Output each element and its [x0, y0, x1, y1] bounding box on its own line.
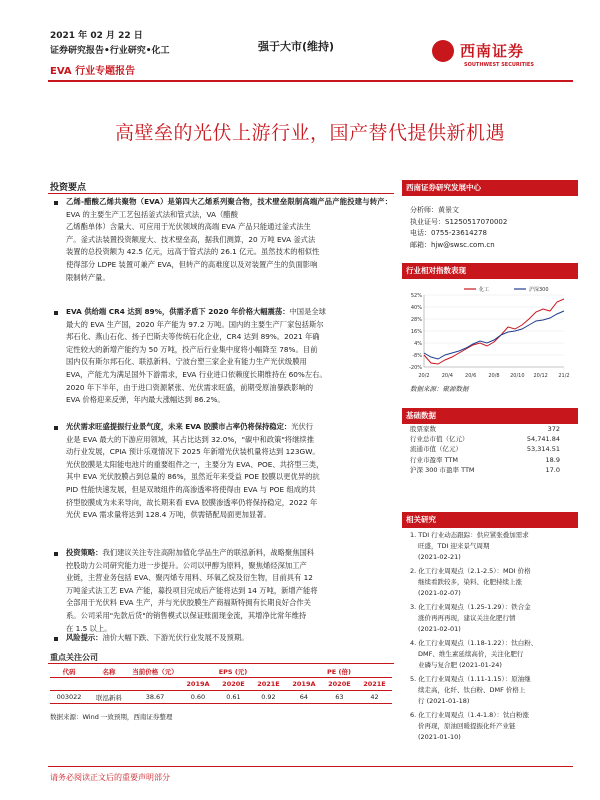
- paragraph-line: EVA，产能尤为满足国外下游需求，EVA 行业进口依赖度长期维持在 60%左右。: [66, 369, 327, 379]
- table-row: [410, 444, 560, 454]
- paragraph-line: 万吨釜式法工艺 EVA 产能，募投项目完成后产能将达到 14 万吨，新增产能将: [66, 585, 318, 595]
- summary-paragraph: [66, 196, 392, 284]
- paragraph-line: 光伏胶膜是太阳能电池片的重要组件之一，主要分为 EVA、POE、共挤型三类，: [66, 459, 324, 469]
- related-line: 5. 化工行业周观点（1.11-1.15）：原油继: [410, 675, 531, 683]
- analyst-email: 邮箱：hjw@swsc.com.cn: [410, 240, 495, 249]
- x-tick-label: 20/12: [533, 373, 548, 379]
- related-line: (2021-01-10): [418, 733, 461, 741]
- table-cell: 流通市值（亿元）: [410, 445, 462, 454]
- bullet-icon: [54, 552, 58, 556]
- paragraph-line: 邦石化、燕山石化、扬子巴斯夫等传统石化企业，CR4 达到 89%。2021 年确: [66, 332, 320, 342]
- analyst-license: 执业证号：S1250517070002: [410, 217, 508, 226]
- table-header-cell: PE (倍): [286, 665, 392, 678]
- paragraph-line: 动行业发展，CPIA 预计乐观情况下 2025 年新增光伏装机量将达到 123GW。: [66, 447, 320, 457]
- table-cell: 0.60: [180, 691, 216, 704]
- y-tick-label: -8%: [412, 353, 422, 359]
- related-line: 涨价再再再现，建议关注化肥行情: [418, 614, 516, 622]
- paragraph-line: 全部用于光伏料 EVA 生产，并与光伏胶膜生产商福斯特拥有长期良好合作关: [66, 598, 311, 608]
- table-header-row: [50, 665, 392, 678]
- summary-label: 投资要点: [50, 183, 87, 193]
- series-line-0: [424, 299, 564, 364]
- bullet-icon: [54, 637, 58, 641]
- stock-table: [50, 665, 392, 704]
- analyst-name: 分析师：黄景文: [410, 206, 459, 214]
- paragraph-line: 光伏行: [291, 422, 314, 431]
- series-line-1: [424, 311, 564, 359]
- rating: 强于大市(维持): [258, 40, 335, 53]
- footer-disclaimer: 请务必阅读正文后的重要声明部分: [50, 773, 170, 782]
- paragraph-lead: 风险提示：: [66, 633, 103, 642]
- basic-data-table: [410, 424, 560, 475]
- relative-index-chart: [402, 283, 572, 381]
- table-header-cell: 2020E: [216, 678, 251, 691]
- legend-label: 沪深300: [529, 287, 549, 293]
- related-line: 3. 化工行业周观点（1.25-1.29）：铁合金: [410, 603, 531, 611]
- bullet-icon: [54, 201, 58, 205]
- paragraph-line: 产。釜式法装置投资额度大、技术壁垒高，据我们测算，20 万吨 EVA 釜式法: [66, 234, 316, 244]
- table-header-cell: 名称: [88, 665, 130, 678]
- summary-rule: [48, 193, 394, 194]
- table-cell: 54,741.84: [526, 435, 560, 444]
- related-line: 继续看跌较多，染料、化肥持续上涨: [418, 578, 522, 586]
- paragraph-line: EVA 的主要生产工艺包括釜式法和管式法，VA（醋酸: [66, 209, 238, 219]
- bullet-icon: [54, 311, 58, 315]
- report-type: 证券研究报告•行业研究•化工: [50, 46, 170, 56]
- table-cell: 行业市盈率 TTM: [410, 455, 459, 464]
- sidebar-team-header: 西南证券研究发展中心: [402, 180, 578, 196]
- paragraph-line: 油价大幅下跌、下游光伏行业发展不及预期。: [102, 633, 249, 642]
- related-line: 行 (2021-01-18): [418, 697, 470, 705]
- table-header-cell: 2021E: [251, 678, 286, 691]
- related-line: 旺盛，TDI 迎来景气周期: [418, 542, 490, 550]
- stock-table-source: 数据来源：Wind 一致预期，西南证券整理: [50, 713, 173, 721]
- y-tick-label: 16%: [410, 329, 422, 335]
- table-cell: 0.92: [251, 691, 286, 704]
- related-line: (2021-02-01): [418, 625, 461, 633]
- paragraph-lead: EVA 供给端 CR4 达到 89%，供需矛盾下 2020 年价格大幅震荡：: [66, 307, 290, 316]
- paragraph-line: 国内仅有斯尔邦石化、联泓新料、宁波台塑三家企业有能力生产光伏级膜用: [66, 357, 307, 367]
- table-header-cell: [88, 678, 130, 691]
- legend-label: 化工: [479, 287, 490, 293]
- related-line: 6. 化工行业周观点（1.4-1.8）：钛白粉涨: [410, 711, 530, 719]
- paragraph-line: 乙烯酯单体）含量大、可应用于光伏领域的高端 EVA 产品只能通过釜式法生: [66, 222, 311, 232]
- table-header-cell: 2019A: [286, 678, 322, 691]
- x-tick-label: 20/10: [510, 373, 525, 379]
- paragraph-line: 其中 EVA 光伏胶膜占到总量的 86%，虽然近年来受益 POE 胶膜以更优异的抗: [66, 472, 320, 482]
- table-row: [410, 465, 560, 475]
- report-date: 2021 年 02 月 22 日: [50, 31, 143, 41]
- chart-source: 数据来源：聚源数据: [410, 385, 469, 393]
- related-line: 续走高，化纤、钛白粉、DMF 价格上: [418, 686, 526, 694]
- table-row: [410, 455, 560, 465]
- y-tick-label: 52%: [410, 293, 422, 299]
- summary-paragraph: [66, 632, 392, 645]
- table-row: [410, 424, 560, 434]
- related-item[interactable]: [410, 602, 570, 635]
- header-rule: [48, 80, 573, 82]
- related-line: DMF、维生素延续高价，关注化肥行: [418, 650, 524, 658]
- paragraph-line: 最大的 EVA 生产国，2020 年产能为 97.2 万吨。国内的主要生产厂家包括斯尔: [66, 319, 324, 329]
- x-tick-label: 20/8: [488, 373, 500, 379]
- paragraph-line: 装置的总投资额为 42.5 亿元，远高于管式法的 26.1 亿元。虽然技术的相似性: [66, 247, 320, 257]
- sidebar-chart-header: 行业相对指数表现: [402, 263, 578, 279]
- table-subheader-row: [50, 678, 392, 691]
- table-cell: 沪深 300 市盈率 TTM: [410, 465, 475, 474]
- related-line: 4. 化工行业周观点（1.18-1.22）：钛白粉、: [410, 639, 538, 647]
- paragraph-line: 在 1.5 以上。: [66, 623, 112, 633]
- related-line: (2021-02-21): [418, 553, 461, 561]
- x-tick-label: 21/2: [558, 373, 570, 379]
- table-header-cell: 2021E: [357, 678, 392, 691]
- related-item[interactable]: [410, 530, 570, 563]
- paragraph-line: 我们建议关注专注高附加值化学品生产的联泓新料，战略聚焦国科: [102, 548, 315, 557]
- table-header-cell: 2019A: [180, 678, 216, 691]
- paragraph-line: 业是 EVA 最大的下游应用领域，其占比达到 32.0%，"碳中和政策"将继续推: [66, 434, 314, 444]
- paragraph-line: PID 性能快速发展，但是双玻组件的高渗透率将使得由 EVA 与 POE 组成的共: [66, 484, 316, 494]
- table-cell: 18.9: [545, 455, 560, 464]
- x-tick-label: 20/6: [465, 373, 477, 379]
- related-line: 业磷与复合肥 (2021-01-24): [418, 661, 502, 669]
- related-item[interactable]: [410, 638, 570, 671]
- related-line: (2021-02-07): [418, 589, 461, 597]
- table-row: [50, 691, 392, 704]
- bullet-icon: [54, 426, 58, 430]
- paragraph-line: 限制转产量。: [66, 272, 110, 282]
- table-cell: 63: [322, 691, 357, 704]
- logo-subtext: SOUTHWEST SECURITIES: [464, 62, 534, 68]
- paragraph-lead: 光伏需求旺盛提振行业景气度，未来 EVA 胶膜市占率仍将保持稳定：: [66, 422, 292, 431]
- x-tick-label: 20/2: [418, 373, 430, 379]
- paragraph-line: 定性较大的新增产能约为 50 万吨，投产后行业集中度将小幅降至 78%。目前: [66, 344, 318, 354]
- table-cell: 38.67: [130, 691, 180, 704]
- report-topic: EVA 行业专题报告: [50, 66, 136, 77]
- paragraph-line: 挤型胶膜成为未来导向，故长期来看 EVA 胶膜渗透率仍将保持稳定，2022 年: [66, 497, 318, 507]
- logo: [430, 36, 570, 76]
- y-tick-label: 40%: [410, 305, 422, 311]
- summary-paragraph: [66, 421, 392, 522]
- paragraph-line: EVA 价格迎来反弹，年内最大涨幅达到 86.2%。: [66, 395, 225, 405]
- related-item[interactable]: [410, 710, 570, 743]
- table-cell: 行业总市值（亿元）: [410, 435, 469, 444]
- analyst-phone: 电话：0755-23614278: [410, 229, 487, 238]
- table-header-cell: [130, 678, 180, 691]
- summary-paragraph: [66, 547, 392, 635]
- summary-paragraph: [66, 306, 392, 407]
- table-cell: 372: [547, 425, 560, 433]
- sidebar-data-header: 基础数据: [402, 408, 578, 424]
- table-cell: 64: [286, 691, 322, 704]
- y-tick-label: 28%: [410, 317, 422, 323]
- paragraph-line: 控股助力公司研究能力进一步提升。公司以甲醇为原料，聚焦烯烃深加工产: [66, 560, 307, 570]
- table-cell: 联泓新料: [88, 691, 130, 704]
- related-line: 1. TDI 行业动态跟踪：供应紧张叠加需求: [410, 531, 529, 539]
- related-item[interactable]: [410, 674, 570, 707]
- analyst-info: [410, 205, 507, 251]
- y-tick-label: 4%: [414, 341, 422, 347]
- table-header-cell: 代码: [50, 665, 88, 678]
- table-cell: 股票家数: [410, 425, 436, 433]
- page-title: 高壁垒的光伏上游行业，国产替代提供新机遇: [114, 122, 505, 144]
- related-list: [410, 530, 570, 746]
- stock-table-rule: [48, 663, 394, 664]
- table-cell: 53,314.51: [526, 445, 560, 454]
- table-cell: 003022: [50, 691, 88, 704]
- logo-mark-icon: [432, 40, 454, 62]
- sidebar-related-header: 相关研究: [402, 512, 578, 528]
- paragraph-lead: 乙烯-醋酸乙烯共聚物（EVA）是第四大乙烯系列聚合物，技术壁垒限制高端产品产能投建与转产：: [66, 197, 392, 206]
- related-line: 价再现，原油回暖提振化纤产业链: [418, 722, 516, 730]
- stock-table-label: 重点关注公司: [50, 653, 98, 662]
- table-cell: 0.61: [216, 691, 251, 704]
- table-cell: 17.0: [545, 465, 560, 474]
- y-tick-label: -20%: [409, 365, 422, 371]
- x-tick-label: 20/4: [441, 373, 453, 379]
- paragraph-line: 2020 年下半年，由于进口资源紧张、光伏需求旺盛，前期受原油暴跌影响的: [66, 382, 314, 392]
- paragraph-line: 使得部分 LDPE 装置可兼产 EVA，但转产的高难度以及对装置产生的负面影响: [66, 259, 318, 269]
- related-item[interactable]: [410, 566, 570, 599]
- table-cell: 42: [357, 691, 392, 704]
- table-header-cell: EPS (元): [180, 665, 286, 678]
- paragraph-line: 中国是全球: [289, 307, 326, 316]
- paragraph-line: 系。公司采用"先款后货"的销售模式以保证账面现金流，其增净比常年维持: [66, 610, 307, 620]
- footer-rule: [48, 766, 573, 767]
- table-header-cell: 2020E: [322, 678, 357, 691]
- paragraph-line: 业链，主营业务包括 EVA、聚丙烯专用料、环氧乙烷及衍生物，目前具有 12: [66, 573, 313, 583]
- table-header-cell: [50, 678, 88, 691]
- logo-text: 西南证券: [460, 42, 525, 60]
- paragraph-line: 光伏 EVA 需求量将达到 128.4 万吨，供需错配局面更加显著。: [66, 510, 271, 520]
- paragraph-lead: 投资策略：: [66, 548, 103, 557]
- table-row: [410, 434, 560, 444]
- related-line: 2. 化工行业周观点（2.1-2.5）：MDI 价格: [410, 567, 531, 575]
- table-header-cell: 当前价格（元）: [130, 665, 180, 678]
